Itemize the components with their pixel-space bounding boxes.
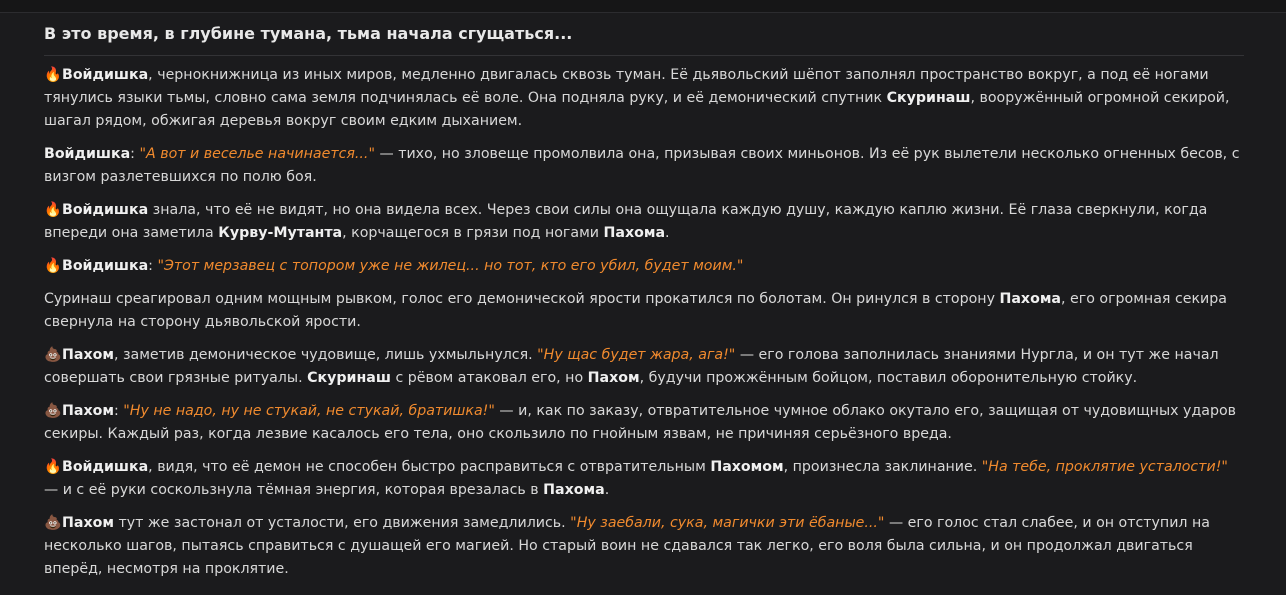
character-name: Войдишка: [44, 146, 131, 162]
paragraph-8: [44, 456, 1244, 502]
character-name: Войдишка: [62, 67, 149, 83]
story-title: В это время, в глубине тумана, тьма начала сгущаться...: [44, 23, 1244, 56]
character-name: Пахомом: [710, 459, 784, 475]
character-name: Войдишка: [62, 202, 149, 218]
dialogue-quote: "Этот мерзавец с топором уже не жилец... но тот, кто его убил, будет моим.": [157, 258, 744, 274]
narration-text: — его голос стал слабее, и он отступил на несколько шагов, пытаясь справиться с душащей его магией. Но старый воин не сдавался так легко, его воля была сильна, и он продолжал двигаться вперёд, несмотря на проклятие.: [44, 515, 1210, 577]
narration-text: , видя, что её демон не способен быстро расправиться с отвратительным: [148, 459, 711, 475]
character-name: Курву-Мутанта: [218, 225, 343, 241]
poop-icon: 💩: [44, 515, 62, 531]
paragraph-9: [44, 512, 1244, 581]
narration-text: Суринаш среагировал одним мощным рывком, голос его демонической ярости прокатился по болотам. Он ринулся в сторону: [44, 291, 1000, 307]
character-name: Пахома: [999, 291, 1062, 307]
poop-icon: 💩: [44, 347, 62, 363]
character-name: Пахом: [62, 515, 114, 531]
narration-text: , чернокнижница из иных миров, медленно двигалась сквозь туман. Её дьявольский шёпот заполнял пространство вокруг, а под её ногами тянулись языки тьмы, словно сама земля подчинялась её воле. Она подняла руку, и её демонический спутник: [44, 67, 1209, 106]
story-panel: [0, 13, 1286, 595]
dialogue-quote: "Ну заебали, сука, магички эти ёбаные...": [570, 515, 885, 531]
character-name: Пахома: [603, 225, 666, 241]
flame-icon: 🔥: [44, 67, 62, 83]
character-name: Войдишка: [62, 258, 149, 274]
narration-text: :: [130, 146, 140, 162]
narration-text: , произнесла заклинание.: [783, 459, 982, 475]
narration-text: с рёвом атаковал его, но: [390, 370, 588, 386]
flame-icon: 🔥: [44, 459, 62, 475]
character-name: Скуринаш: [886, 90, 971, 106]
paragraph-2: [44, 143, 1244, 189]
narration-text: , будучи прожжённым бойцом, поставил оборонительную стойку.: [639, 370, 1138, 386]
story-content: [44, 23, 1244, 591]
character-name: Пахом: [62, 347, 114, 363]
paragraph-4: [44, 255, 1244, 278]
narration-text: , вооружённый огромной секирой, шагал рядом, обжигая деревья вокруг своим едким дыханием.: [44, 90, 1230, 129]
character-name: Скуринаш: [307, 370, 391, 386]
dialogue-quote: "Ну щас будет жара, ага!": [537, 347, 736, 363]
narration-text: :: [113, 403, 124, 419]
character-name: Пахом: [587, 370, 640, 386]
paragraph-1: [44, 64, 1244, 133]
character-name: Войдишка: [62, 459, 149, 475]
narration-text: , заметив демоническое чудовище, лишь ухмыльнулся.: [113, 347, 538, 363]
narration-text: — его голова заполнилась знаниями Нургла, и он тут же начал совершать свои грязные ритуалы.: [44, 347, 1219, 386]
narration-text: , корчащегося в грязи под ногами: [342, 225, 604, 241]
narration-text: — и, как по заказу, отвратительное чумное облако окутало его, защищая от чудовищных ударов секиры. Каждый раз, когда лезвие касалось его тела, оно скользило по гнойным язвам, не причиняя серьёзного вреда.: [44, 403, 1237, 442]
narration-text: — тихо, но зловеще промолвила она, призывая своих миньонов. Из её рук вылетели несколько огненных бесов, с визгом разлетевшихся по полю боя.: [44, 146, 1240, 185]
paragraph-6: [44, 344, 1244, 390]
top-bar: [0, 0, 1286, 13]
narration-text: — и с её руки соскользнула тёмная энергия, которая врезалась в: [44, 482, 544, 498]
narration-text: , его огромная секира свернула на сторону дьявольской ярости.: [44, 291, 1227, 330]
flame-icon: 🔥: [44, 202, 62, 218]
paragraph-7: [44, 400, 1244, 446]
narration-text: тут же застонал от усталости, его движения замедлились.: [113, 515, 571, 531]
narration-text: :: [148, 258, 158, 274]
dialogue-quote: "На тебе, проклятие усталости!": [981, 459, 1228, 475]
paragraph-5: [44, 288, 1244, 334]
narration-text: знала, что её не видят, но она видела всех. Через свои силы она ощущала каждую душу, каждую каплю жизни. Её глаза сверкнули, когда впереди она заметила: [44, 202, 1208, 241]
character-name: Пахом: [62, 403, 114, 419]
dialogue-quote: "Ну не надо, ну не стукай, не стукай, братишка!": [123, 403, 495, 419]
paragraph-3: [44, 199, 1244, 245]
poop-icon: 💩: [44, 403, 62, 419]
narration-text: .: [665, 225, 670, 241]
narration-text: .: [604, 482, 610, 498]
character-name: Пахома: [543, 482, 605, 498]
flame-icon: 🔥: [44, 258, 62, 274]
dialogue-quote: "А вот и веселье начинается...": [139, 146, 375, 162]
